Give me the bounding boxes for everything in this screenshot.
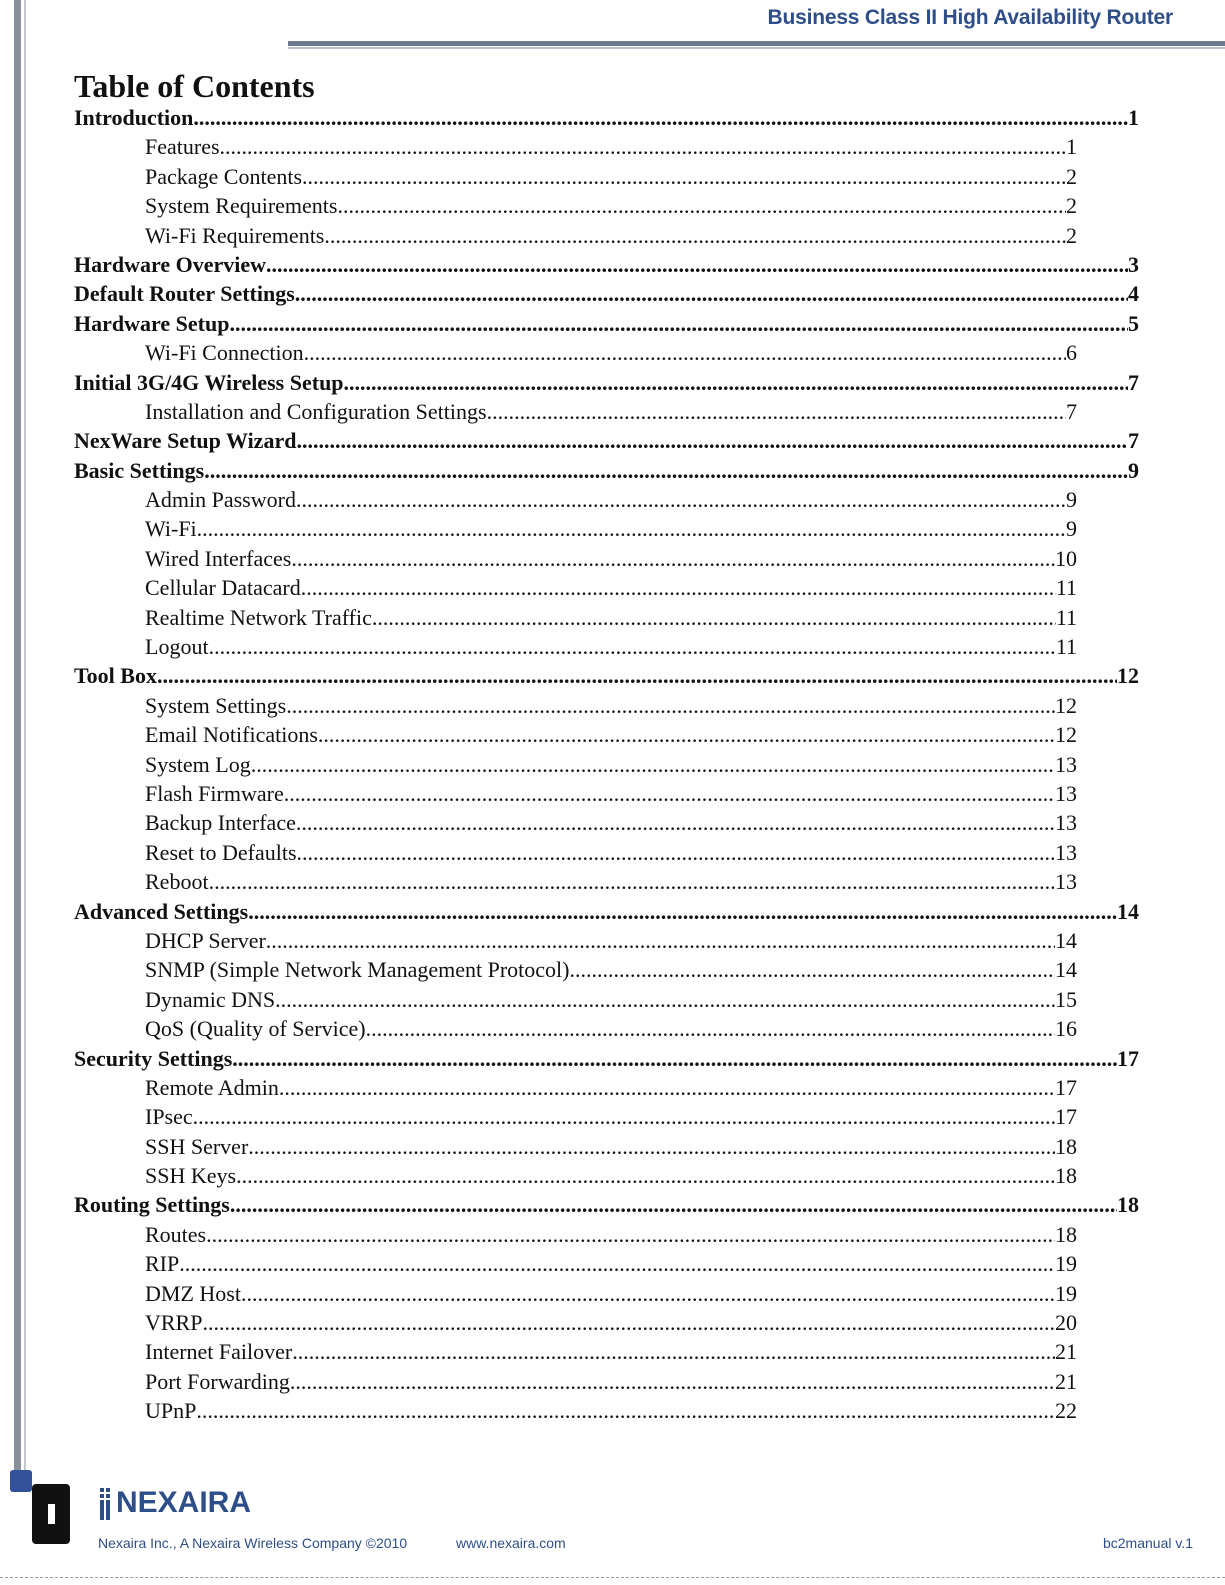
toc-entry-page-number: 20 [1055, 1310, 1077, 1336]
toc-entry-label: System Settings [145, 692, 287, 718]
toc-entry-label: IPsec [145, 1104, 193, 1130]
toc-subsection-entry[interactable] [74, 1367, 1077, 1396]
toc-subsection-entry[interactable] [74, 338, 1077, 367]
header-rule [288, 41, 1225, 46]
dot-leader [248, 1132, 1055, 1161]
toc-section-entry[interactable] [74, 368, 1139, 397]
toc-entry-page-number: 7 [1128, 369, 1139, 395]
toc-entry-page-number: 3 [1128, 251, 1139, 277]
toc-entry-page-number: 15 [1055, 986, 1077, 1012]
toc-subsection-entry[interactable] [74, 1279, 1077, 1308]
dot-leader [204, 456, 1128, 485]
header-rule-secondary [288, 47, 1225, 49]
toc-entry-page-number: 13 [1055, 810, 1077, 836]
dot-leader [209, 867, 1055, 896]
toc-entry-label: NexWare Setup Wizard [74, 428, 297, 454]
toc-subsection-entry[interactable] [74, 1073, 1077, 1102]
toc-entry-page-number: 2 [1066, 163, 1077, 189]
toc-entry-label: DHCP Server [145, 927, 266, 953]
dot-leader [295, 279, 1128, 308]
footer-url[interactable]: www.nexaira.com [456, 1535, 566, 1551]
toc-entry-label: Basic Settings [74, 457, 205, 483]
dot-leader [236, 1161, 1055, 1190]
dot-leader [232, 1044, 1117, 1073]
toc-entry-page-number: 13 [1055, 751, 1077, 777]
toc-entry-label: Cellular Datacard [145, 575, 301, 601]
toc-entry-page-number: 9 [1128, 457, 1139, 483]
toc-entry-label: VRRP [145, 1310, 203, 1336]
toc-entry-page-number: 7 [1128, 428, 1139, 454]
toc-entry-page-number: 22 [1055, 1398, 1077, 1424]
toc-subsection-entry[interactable] [74, 926, 1077, 955]
dot-leader [179, 1249, 1055, 1278]
toc-entry-page-number: 2 [1066, 193, 1077, 219]
dot-leader [241, 1279, 1055, 1308]
toc-entry-label: Tool Box [74, 663, 157, 689]
toc-entry-label: Admin Password [145, 487, 296, 513]
page-corner-mark [10, 1468, 72, 1556]
toc-entry-page-number: 6 [1066, 340, 1077, 366]
toc-subsection-entry[interactable] [74, 514, 1077, 543]
toc-entry-page-number: 13 [1055, 780, 1077, 806]
dot-leader [286, 691, 1055, 720]
toc-section-entry[interactable] [74, 426, 1139, 455]
toc-entry-page-number: 11 [1055, 604, 1077, 630]
toc-entry-label: System Log [145, 751, 251, 777]
toc-entry-page-number: 21 [1055, 1339, 1077, 1365]
toc-subsection-entry[interactable] [74, 1249, 1077, 1278]
left-margin-bar [14, 0, 21, 1470]
toc-entry-page-number: 17 [1055, 1074, 1077, 1100]
toc-subsection-entry[interactable] [74, 1396, 1077, 1425]
toc-entry-page-number: 1 [1066, 134, 1077, 160]
dot-leader [290, 1367, 1055, 1396]
toc-entry-label: Reboot [145, 869, 209, 895]
toc-entry-page-number: 13 [1055, 869, 1077, 895]
dot-leader [266, 250, 1128, 279]
toc-entry-label: Hardware Setup [74, 310, 230, 336]
toc-entry-label: Flash Firmware [145, 780, 284, 806]
toc-entry-label: Hardware Overview [74, 251, 267, 277]
dot-leader [193, 1102, 1055, 1131]
toc-entry-page-number: 11 [1055, 634, 1077, 660]
toc-section-entry[interactable] [74, 1190, 1139, 1219]
dot-leader [209, 632, 1056, 661]
dot-leader [304, 338, 1066, 367]
dot-leader [196, 1396, 1055, 1425]
page-bottom-border [0, 1577, 1225, 1578]
toc-entry-label: UPnP [145, 1398, 197, 1424]
toc-entry-label: Introduction [74, 105, 194, 130]
toc-subsection-entry[interactable] [74, 191, 1077, 220]
toc-entry-page-number: 16 [1055, 1016, 1077, 1042]
toc-subsection-entry[interactable] [74, 867, 1077, 896]
toc-subsection-entry[interactable] [74, 779, 1077, 808]
toc-entry-page-number: 19 [1055, 1251, 1077, 1277]
toc-entry-page-number: 14 [1055, 927, 1077, 953]
toc-entry-page-number: 10 [1055, 545, 1077, 571]
dot-leader [229, 309, 1128, 338]
toc-entry-label: Logout [145, 634, 209, 660]
table-of-contents [74, 103, 1152, 1426]
dot-leader [337, 191, 1066, 220]
toc-subsection-entry[interactable] [74, 1308, 1077, 1337]
dot-leader [275, 985, 1055, 1014]
toc-entry-label: Reset to Defaults [145, 839, 297, 865]
toc-section-entry[interactable] [74, 456, 1139, 485]
dot-leader [193, 103, 1128, 132]
dot-leader [206, 1220, 1055, 1249]
toc-subsection-entry[interactable] [74, 1220, 1077, 1249]
toc-subsection-entry[interactable] [74, 632, 1077, 661]
dot-leader [487, 397, 1066, 426]
dot-leader [344, 368, 1128, 397]
toc-entry-label: Wi-Fi Connection [145, 340, 304, 366]
dot-leader [230, 1190, 1117, 1219]
toc-subsection-entry[interactable] [74, 1161, 1077, 1190]
toc-entry-page-number: 12 [1055, 692, 1077, 718]
toc-entry-label: Dynamic DNS [145, 986, 276, 1012]
toc-entry-page-number: 5 [1128, 310, 1139, 336]
toc-subsection-entry[interactable] [74, 132, 1077, 161]
toc-entry-label: Remote Admin [145, 1074, 279, 1100]
dot-leader [284, 779, 1055, 808]
toc-entry-page-number: 18 [1055, 1221, 1077, 1247]
toc-entry-label: Advanced Settings [74, 898, 249, 924]
toc-subsection-entry[interactable] [74, 808, 1077, 837]
dot-leader [569, 955, 1055, 984]
toc-entry-page-number: 17 [1055, 1104, 1077, 1130]
dot-leader [197, 514, 1066, 543]
toc-subsection-entry[interactable] [74, 397, 1077, 426]
dot-leader [220, 132, 1066, 161]
toc-entry-page-number: 11 [1055, 575, 1077, 601]
toc-entry-label: Internet Failover [145, 1339, 293, 1365]
toc-entry-page-number: 12 [1055, 722, 1077, 748]
dot-leader [296, 426, 1128, 455]
toc-entry-label: Default Router Settings [74, 281, 295, 307]
dot-leader [297, 838, 1055, 867]
dot-leader [372, 603, 1056, 632]
toc-subsection-entry[interactable] [74, 1337, 1077, 1366]
toc-entry-label: Initial 3G/4G Wireless Setup [74, 369, 344, 395]
dot-leader [301, 573, 1056, 602]
dot-leader [248, 897, 1117, 926]
toc-entry-page-number: 18 [1117, 1192, 1139, 1218]
toc-entry-page-number: 4 [1128, 281, 1139, 307]
toc-subsection-entry[interactable] [74, 573, 1077, 602]
toc-entry-label: Email Notifications [145, 722, 318, 748]
toc-entry-page-number: 13 [1055, 839, 1077, 865]
toc-entry-page-number: 14 [1117, 898, 1139, 924]
brand-name: NEXAIRA [116, 1486, 252, 1519]
toc-section-entry[interactable] [74, 661, 1139, 690]
toc-subsection-entry[interactable] [74, 720, 1077, 749]
toc-subsection-entry[interactable] [74, 603, 1077, 632]
toc-entry-label: Security Settings [74, 1045, 233, 1071]
toc-entry-page-number: 21 [1055, 1368, 1077, 1394]
toc-entry-page-number: 14 [1055, 957, 1077, 983]
toc-entry-label: Realtime Network Traffic [145, 604, 372, 630]
toc-entry-label: SSH Server [145, 1133, 249, 1159]
dot-leader [157, 661, 1117, 690]
toc-section-entry[interactable] [74, 279, 1139, 308]
toc-subsection-entry[interactable] [74, 1102, 1077, 1131]
toc-subsection-entry[interactable] [74, 485, 1077, 514]
dot-leader [291, 544, 1055, 573]
toc-entry-page-number: 12 [1117, 663, 1139, 689]
toc-entry-label: System Requirements [145, 193, 338, 219]
toc-subsection-entry[interactable] [74, 1014, 1077, 1043]
dot-leader [296, 808, 1055, 837]
toc-entry-label: Features [145, 134, 220, 160]
toc-subsection-entry[interactable] [74, 955, 1077, 984]
dot-leader [279, 1073, 1055, 1102]
toc-entry-label: Wi-Fi [145, 516, 197, 542]
dot-leader [251, 750, 1055, 779]
toc-subsection-entry[interactable] [74, 1132, 1077, 1161]
dot-leader [366, 1014, 1055, 1043]
toc-entry-label: Routing Settings [74, 1192, 230, 1218]
footer-version: bc2manual v.1 [1102, 1535, 1193, 1551]
toc-entry-page-number: 1 [1128, 105, 1139, 130]
dot-leader [296, 485, 1066, 514]
nexaira-logo-icon [98, 1488, 112, 1520]
left-margin-bar-inner [24, 0, 26, 1470]
toc-entry-page-number: 18 [1055, 1133, 1077, 1159]
dot-leader [318, 720, 1055, 749]
toc-subsection-entry[interactable] [74, 691, 1077, 720]
toc-entry-page-number: 17 [1117, 1045, 1139, 1071]
dot-leader [266, 926, 1055, 955]
toc-entry-label: Routes [145, 1221, 207, 1247]
toc-section-entry[interactable] [74, 1044, 1139, 1073]
toc-section-entry[interactable] [74, 103, 1139, 132]
toc-entry-page-number: 19 [1055, 1280, 1077, 1306]
toc-entry-label: Wi-Fi Requirements [145, 222, 325, 248]
toc-entry-label: Wired Interfaces [145, 545, 292, 571]
toc-entry-label: QoS (Quality of Service) [145, 1016, 366, 1042]
dot-leader [202, 1308, 1055, 1337]
toc-entry-page-number: 18 [1055, 1163, 1077, 1189]
toc-entry-label: Package Contents [145, 163, 303, 189]
document-header-title: Business Class II High Availability Router [767, 6, 1173, 29]
toc-entry-page-number: 9 [1066, 487, 1077, 513]
dot-leader [292, 1337, 1055, 1366]
toc-entry-label: RIP [145, 1251, 180, 1277]
toc-subsection-entry[interactable] [74, 162, 1077, 191]
toc-subsection-entry[interactable] [74, 544, 1077, 573]
toc-subsection-entry[interactable] [74, 221, 1077, 250]
toc-section-entry[interactable] [74, 250, 1139, 279]
toc-subsection-entry[interactable] [74, 838, 1077, 867]
toc-entry-page-number: 7 [1066, 398, 1077, 424]
toc-entry-page-number: 9 [1066, 516, 1077, 542]
toc-subsection-entry[interactable] [74, 750, 1077, 779]
footer-company: Nexaira Inc., A Nexaira Wireless Company ©2010 [98, 1535, 408, 1551]
toc-subsection-entry[interactable] [74, 985, 1077, 1014]
toc-section-entry[interactable] [74, 309, 1139, 338]
dot-leader [324, 221, 1066, 250]
toc-section-entry[interactable] [74, 897, 1139, 926]
toc-entry-label: SNMP (Simple Network Management Protocol) [145, 957, 570, 983]
dot-leader [302, 162, 1066, 191]
toc-entry-label: Backup Interface [145, 810, 296, 836]
toc-title: Table of Contents [74, 68, 315, 104]
toc-entry-label: Installation and Configuration Settings [145, 398, 487, 424]
toc-entry-label: Port Forwarding [145, 1368, 290, 1394]
toc-entry-label: DMZ Host [145, 1280, 241, 1306]
toc-entry-label: SSH Keys [145, 1163, 237, 1189]
toc-entry-page-number: 2 [1066, 222, 1077, 248]
